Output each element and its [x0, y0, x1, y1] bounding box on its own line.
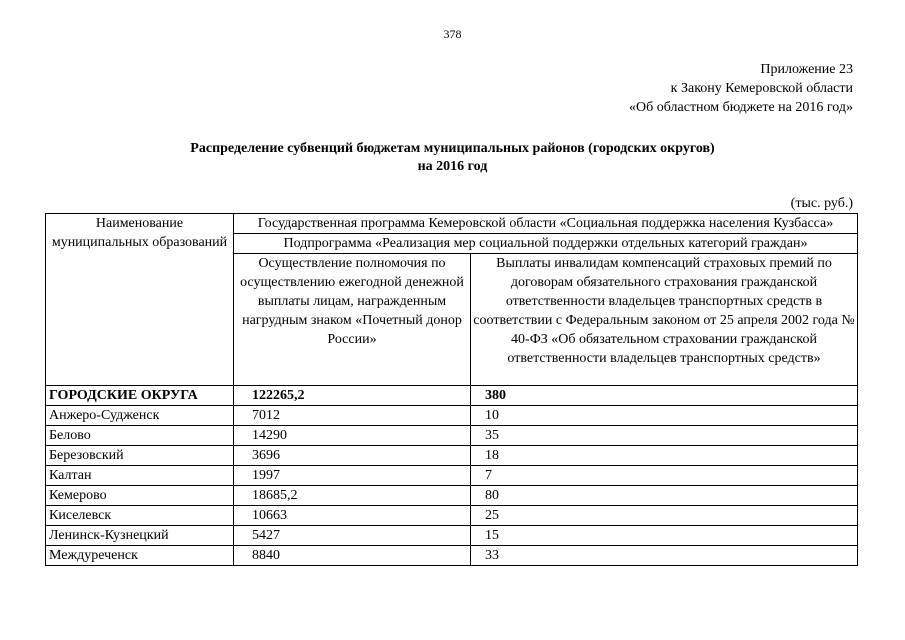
appendix-header: [629, 60, 853, 117]
subsidies-table: [45, 213, 858, 566]
header-municipality: Наименование муниципальных образований: [46, 214, 234, 386]
row-value-insurance: 18: [471, 446, 858, 466]
row-name: Ленинск-Кузнецкий: [46, 526, 234, 546]
header-subprogram: Подпрограмма «Реализация мер социальной поддержки отдельных категорий граждан»: [234, 234, 858, 254]
row-name: Анжеро-Судженск: [46, 406, 234, 426]
row-value-donor: 122265,2: [234, 386, 471, 406]
row-value-donor: 7012: [234, 406, 471, 426]
row-value-donor: 8840: [234, 546, 471, 566]
row-value-insurance: 10: [471, 406, 858, 426]
row-name: Калтан: [46, 466, 234, 486]
row-value-insurance: 80: [471, 486, 858, 506]
row-value-donor: 5427: [234, 526, 471, 546]
row-name: Киселевск: [46, 506, 234, 526]
title-line: на 2016 год: [417, 159, 488, 174]
units-label: (тыс. руб.): [790, 196, 853, 211]
row-value-insurance: 25: [471, 506, 858, 526]
row-name: Березовский: [46, 446, 234, 466]
appendix-line: Приложение 23: [760, 62, 853, 77]
row-name: Белово: [46, 426, 234, 446]
row-value-insurance: 380: [471, 386, 858, 406]
appendix-line: к Закону Кемеровской области: [670, 81, 853, 96]
row-name: Кемерово: [46, 486, 234, 506]
page-number: 378: [443, 27, 462, 41]
row-value-insurance: 35: [471, 426, 858, 446]
header-insurance-compensation: Выплаты инвалидам компенсаций страховых премий по договорам обязательного страхования гражданской ответственности владельцев транспортных средств в соответствии с Федеральным законом от 25 апреля 2002 года № 40-ФЗ «Об обязательном страховании гражданской ответственности владельцев транспортных средств»: [471, 254, 858, 386]
appendix-line: «Об областном бюджете на 2016 год»: [629, 100, 853, 115]
document-title: [0, 140, 905, 176]
row-value-donor: 18685,2: [234, 486, 471, 506]
row-value-donor: 1997: [234, 466, 471, 486]
row-value-donor: 10663: [234, 506, 471, 526]
row-value-donor: 14290: [234, 426, 471, 446]
row-value-insurance: 15: [471, 526, 858, 546]
header-program: Государственная программа Кемеровской области «Социальная поддержка населения Кузбасса»: [234, 214, 858, 234]
header-donor-payments: Осуществление полномочия по осуществлению ежегодной денежной выплаты лицам, награжденным нагрудным знаком «Почетный донор России»: [234, 254, 471, 386]
row-value-donor: 3696: [234, 446, 471, 466]
row-name: ГОРОДСКИЕ ОКРУГА: [46, 386, 234, 406]
row-name: Междуреченск: [46, 546, 234, 566]
title-line: Распределение субвенций бюджетам муниципальных районов (городских округов): [190, 141, 715, 156]
row-value-insurance: 33: [471, 546, 858, 566]
row-value-insurance: 7: [471, 466, 858, 486]
